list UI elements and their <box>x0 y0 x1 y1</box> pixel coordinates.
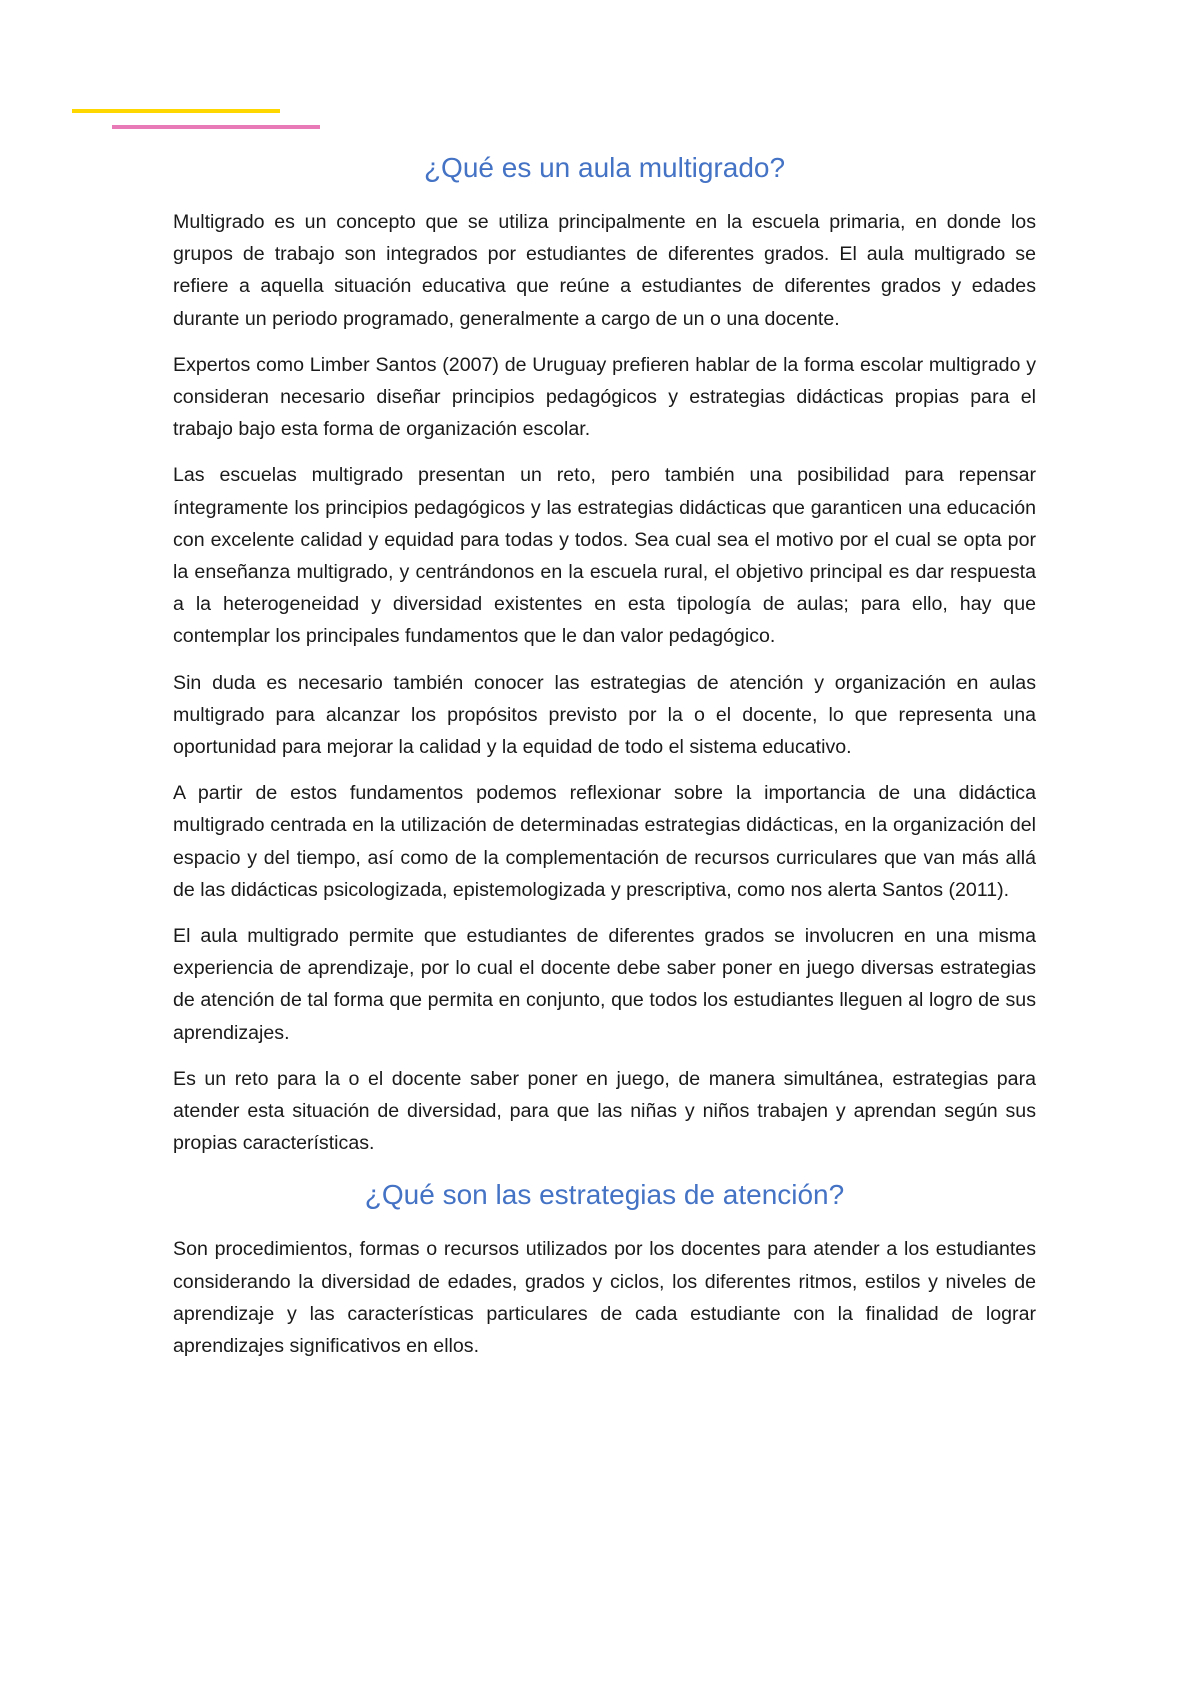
paragraph: El aula multigrado permite que estudiantes de diferentes grados se involucren en una misma experiencia de aprendizaje, por lo cual el docente debe saber poner en juego diversas estrategias de atención de tal forma que permita en conjunto, que todos los estudiantes lleguen al logro de sus aprendizajes. <box>173 925 1036 1044</box>
heading-que-es-aula-multigrado: ¿Qué es un aula multigrado? <box>423 152 786 183</box>
paragraph: Es un reto para la o el docente saber poner en juego, de manera simultánea, estrategias para atender esta situación de diversidad, para que las niñas y niños trabajen y aprendan según sus propias características. <box>173 1067 1036 1155</box>
paragraph: A partir de estos fundamentos podemos reflexionar sobre la importancia de una didáctica multigrado centrada en la utilización de determinadas estrategias didácticas, en la organización del espacio y del tiempo, así como de la complementación de recursos curriculares que van más allá de las didácticas psicologizada, epistemologizada y prescriptiva, como nos alerta Santos (2011). <box>173 782 1036 901</box>
decorative-pink-line <box>112 125 320 129</box>
heading-estrategias-de-atencion: ¿Qué son las estrategias de atención? <box>364 1179 845 1211</box>
paragraph: Sin duda es necesario también conocer las estrategias de atención y organización en aulas multigrado para alcanzar los propósitos previsto por la o el docente, lo que representa una oportunidad para mejorar la calidad y la equidad de todo el sistema educativo. <box>173 671 1036 759</box>
paragraph: Las escuelas multigrado presentan un reto, pero también una posibilidad para repensar íntegramente los principios pedagógicos y las estrategias didácticas que garanticen una educación con excelente calidad y equidad para todas y todos. Sea cual sea el motivo por el cual se opta por la enseñanza multigrado, y centrándonos en la escuela rural, el objetivo principal es dar respuesta a la heterogeneidad y diversidad existentes en esta tipología de aulas; para ello, hay que contemplar los principales fundamentos que le dan valor pedagógico. <box>173 464 1036 648</box>
paragraph: Son procedimientos, formas o recursos utilizados por los docentes para atender a los estudiantes considerando la diversidad de edades, grados y ciclos, los diferentes ritmos, estilos y niveles de aprendizaje y las características particulares de cada estudiante con la finalidad de lograr aprendizajes significativos en ellos. <box>173 1238 1036 1358</box>
paragraph: Expertos como Limber Santos (2007) de Uruguay prefieren hablar de la forma escolar multigrado y consideran necesario diseñar principios pedagógicos y estrategias didácticas propias para el trabajo bajo esta forma de organización escolar. <box>173 353 1036 441</box>
decorative-yellow-line <box>72 109 280 113</box>
document-body <box>173 146 1036 1376</box>
paragraph: Multigrado es un concepto que se utiliza principalmente en la escuela primaria, en donde los grupos de trabajo son integrados por estudiantes de diferentes grados. El aula multigrado se refiere a aquella situación educativa que reúne a estudiantes de diferentes grados y edades durante un periodo programado, generalmente a cargo de un o una docente. <box>173 211 1036 330</box>
